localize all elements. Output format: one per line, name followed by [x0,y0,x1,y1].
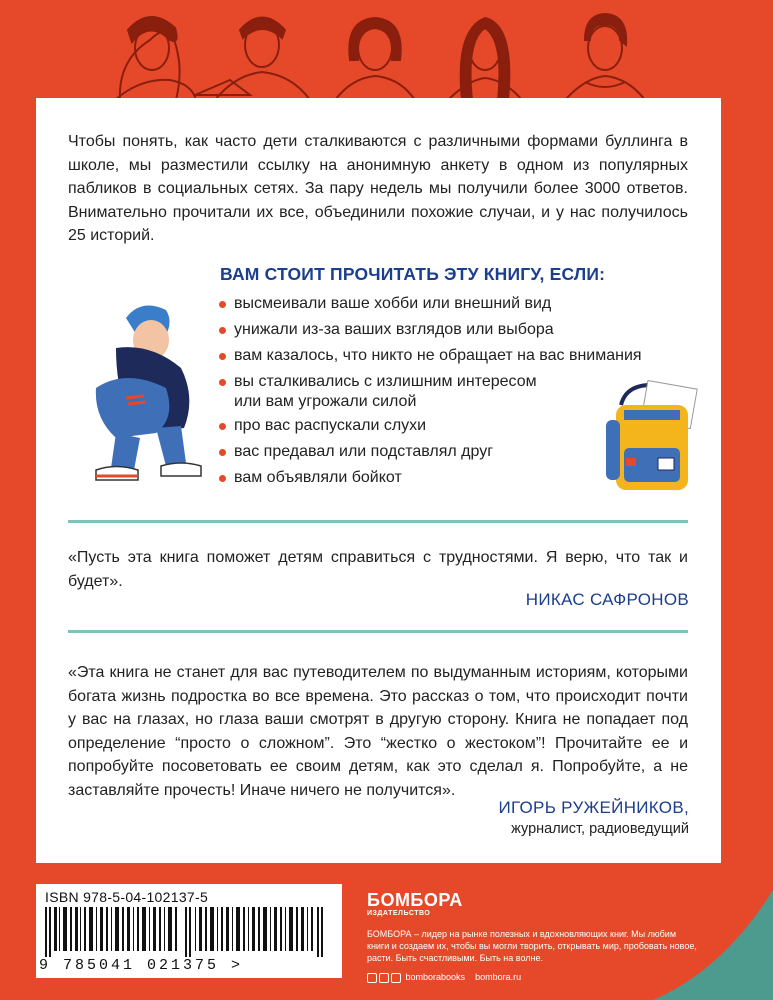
publisher-sub: ИЗДАТЕЛЬСТВО [367,910,431,917]
quote-safronov: «Пусть эта книга поможет детям справиться с трудностями. Я верю, что так и будет». [68,549,688,590]
author-safronov: НИКАС САФРОНОВ [525,590,689,609]
face-girl-curly [115,17,196,100]
author-ruzheinikov: ИГОРЬ РУЖЕЙНИКОВ, [498,798,689,817]
vk-icon [379,973,389,983]
barcode-box [36,884,342,978]
author-role: журналист, радиоведущий [511,821,689,837]
bullet-icon [219,353,226,360]
barcode-icon [45,907,333,957]
website-link[interactable]: bombora.ru [475,972,522,983]
teal-corner-decoration [653,890,773,1000]
face-girl-headphones [565,14,645,100]
face-girl-long [448,18,522,100]
list-item: унижали из-за ваших взглядов или выбора [216,320,642,340]
instagram-icon [391,973,401,983]
publisher-block [367,890,697,983]
reasons-list [216,294,642,494]
publisher-links [367,972,697,983]
divider [68,520,688,523]
bullet-icon [219,423,226,430]
quote-ruzheinikov: «Эта книга не станет для вас путеводителем по выдуманным историям, которыми богата жизнь подростка во все времена. Это рассказ о том, что происходит почти у вас на глазах, но глаза ваши смотрят в другую сторону. Книга не попадает под определение “просто о сложном”. Это “жестко о жестоком”! Прочитайте ее и попробуйте посоветовать ее своим детям, как это сделал я. Попробуйте, а не заставляйте прочесть! Иначе ничего не получится». [68,664,688,799]
bullet-icon [219,475,226,482]
content-card [36,98,721,863]
face-boy-book [195,18,310,101]
barcode-digits: 9 785041 021375 > [39,957,244,974]
reasons-heading: ВАМ СТОИТ ПРОЧИТАТЬ ЭТУ КНИГУ, ЕСЛИ: [220,264,606,284]
list-item: вы сталкивались с излишним интересом или вам угрожали силой [216,372,642,412]
bullet-icon [219,449,226,456]
bullet-icon [219,327,226,334]
publisher-logo: БОМБОРА [367,890,463,910]
bullet-icon [219,379,226,386]
list-item: высмеивали ваше хобби или внешний вид [216,294,642,314]
list-item: вас предавал или подставлял друг [216,442,642,462]
publisher-text: БОМБОРА – лидер на рынке полезных и вдохновляющих книг. Мы любим книги и создаем их, чтобы вы могли творить, открывать мир, пробовать новое, расти. Быть счастливыми. Быть на волне. [367,929,697,963]
isbn-label: ISBN 978-5-04-102137-5 [45,889,209,905]
backpack-illustration [596,380,706,500]
facebook-icon [367,973,377,983]
list-item: вам казалось, что никто не обращает на вас внимания [216,346,642,366]
intro-paragraph: Чтобы понять, как часто дети сталкиваются с различными формами буллинга в школе, мы разместили ссылку на анонимную анкету в одном из популярных пабликов в социальных сетях. За пару недель мы получили более 3000 ответов. Внимательно прочитали их все, объединили похожие случаи, и у нас получилось 25 историй. [68,133,688,244]
sad-boy-illustration [56,298,236,493]
bullet-icon [219,301,226,308]
faces-illustration [0,0,773,100]
face-girl-bob [335,18,415,100]
list-item: вам объявляли бойкот [216,468,642,488]
social-links[interactable]: bomborabooks [367,972,465,983]
list-item: про вас распускали слухи [216,416,642,436]
divider [68,630,688,633]
